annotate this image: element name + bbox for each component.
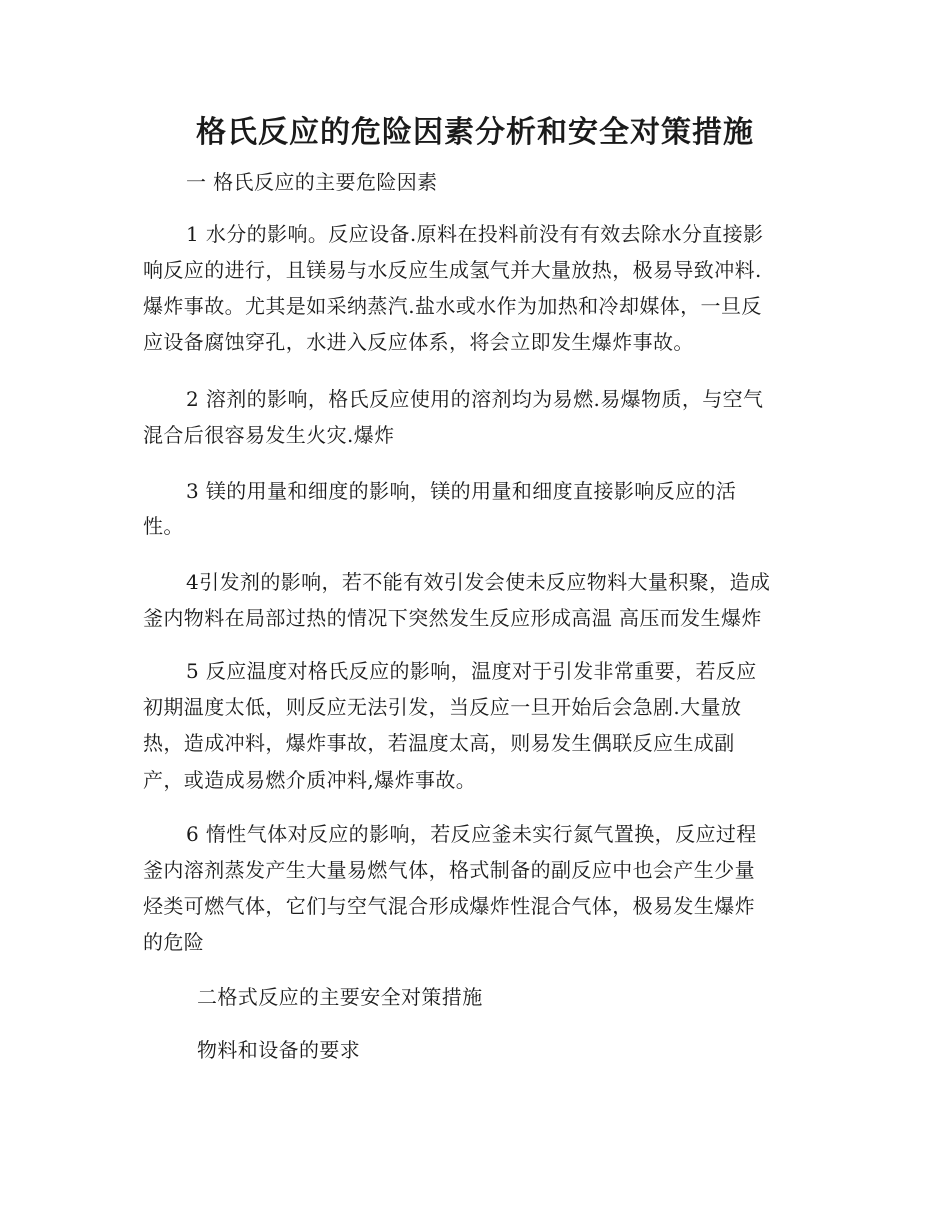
paragraph-5-line-3: 热，造成冲料，爆炸事故，若温度太高，则易发生偶联反应生成副 bbox=[143, 731, 735, 755]
section-heading-1: 一 格氏反应的主要危险因素 bbox=[186, 170, 438, 194]
paragraph-2-line-2: 混合后很容易发生火灾.爆炸 bbox=[143, 423, 395, 447]
subheading-materials-equipment: 物料和设备的要求 bbox=[197, 1038, 361, 1062]
paragraph-3-line-2: 性。 bbox=[143, 514, 184, 538]
paragraph-2-line-1: 2 溶剂的影响，格氏反应使用的溶剂均为易燃.易爆物质，与空气 bbox=[186, 387, 764, 411]
paragraph-6-line-1: 6 惰性气体对反应的影响，若反应釜未实行氮气置换，反应过程 bbox=[186, 822, 757, 846]
paragraph-5-line-4: 产，或造成易燃介质冲料,爆炸事故。 bbox=[143, 768, 477, 792]
paragraph-5-line-2: 初期温度太低，则反应无法引发，当反应一旦开始后会急剧.大量放 bbox=[143, 695, 742, 719]
paragraph-1-line-3: 爆炸事故。尤其是如采纳蒸汽.盐水或水作为加热和冷却媒体，一旦反 bbox=[143, 294, 762, 318]
paragraph-6-line-3: 烃类可燃气体，它们与空气混合形成爆炸性混合气体，极易发生爆炸 bbox=[143, 894, 755, 918]
paragraph-4-line-2: 釜内物料在局部过热的情况下突然发生反应形成高温 高压而发生爆炸 bbox=[143, 606, 762, 630]
paragraph-1-line-1: 1 水分的影响。反应设备.原料在投料前没有有效去除水分直接影 bbox=[186, 222, 764, 246]
paragraph-6-line-2: 釜内溶剂蒸发产生大量易燃气体，格式制备的副反应中也会产生少量 bbox=[143, 858, 755, 882]
paragraph-1-line-4: 应设备腐蚀穿孔，水进入反应体系，将会立即发生爆炸事故。 bbox=[143, 330, 694, 354]
paragraph-3-line-1: 3 镁的用量和细度的影响，镁的用量和细度直接影响反应的活 bbox=[186, 479, 737, 503]
paragraph-1-line-2: 响反应的进行，且镁易与水反应生成氢气并大量放热，极易导致冲料. bbox=[143, 258, 762, 282]
paragraph-6-line-4: 的危险 bbox=[143, 930, 205, 954]
paragraph-4-line-1: 4引发剂的影响，若不能有效引发会使未反应物料大量积聚，造成 bbox=[186, 570, 771, 594]
section-heading-2: 二格式反应的主要安全对策措施 bbox=[197, 985, 483, 1009]
paragraph-5-line-1: 5 反应温度对格氏反应的影响，温度对于引发非常重要，若反应 bbox=[186, 659, 757, 683]
document-title: 格氏反应的危险因素分析和安全对策措施 bbox=[196, 115, 754, 150]
